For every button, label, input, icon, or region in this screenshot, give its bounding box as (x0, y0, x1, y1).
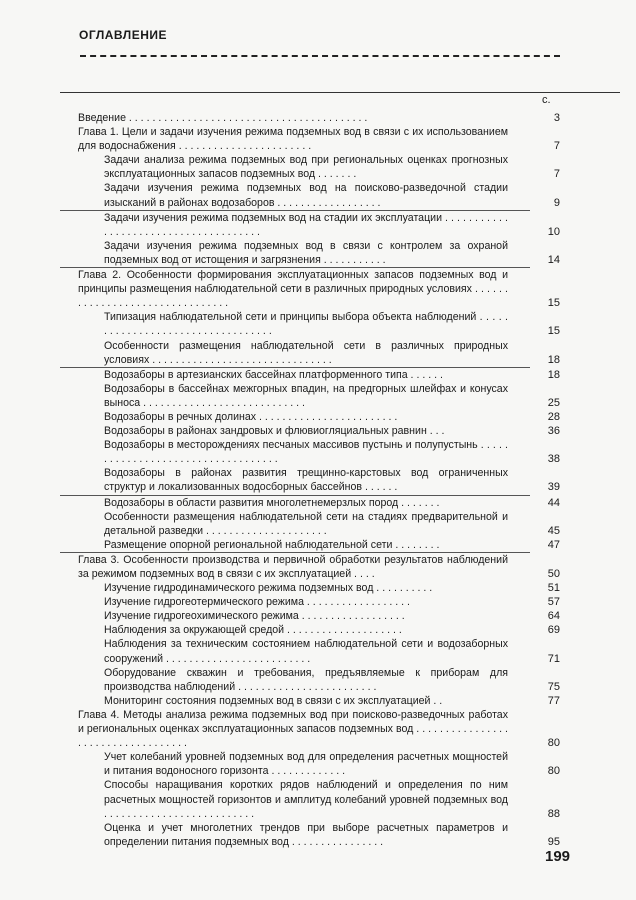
toc-entry-title: Задачи изучения режима подземных вод на стадии их эксплуатации . . . . . . . . . . . . . . . . . . . . . . . . . . . . . . . . . . . . . . (104, 211, 508, 238)
toc-entry-page: 51 (547, 582, 560, 595)
toc-entry-page: 50 (547, 568, 560, 580)
toc-entry (78, 609, 606, 623)
toc-entry-page: 47 (547, 538, 560, 551)
toc-entry-title: Глава 2. Особенности формирования эксплуатационных запасов подземных вод и принципы размещения наблюдательной сети в различных природных условиях . . . . . . . . . . . . . . . . . . . . . . . . . . . . . . . . (78, 269, 508, 310)
toc-entry-title: Оборудование скважин и требования, предъявляемые к приборам для производства наблюдений . . . . . . . . . . . . . . . . . . . . . . . . (104, 666, 508, 693)
toc-entry (78, 750, 606, 778)
toc-entry-title: Особенности размещения наблюдательной сети на стадиях предварительной и детальной разведки . . . . . . . . . . . . . . . . . . . . . (104, 510, 508, 537)
toc-entry (78, 339, 606, 367)
toc-entry-page: 69 (547, 624, 560, 637)
toc-entry (78, 623, 606, 637)
toc-entry (78, 581, 606, 595)
toc-entry (78, 595, 606, 609)
toc-entry-title: Учет колебаний уровней подземных вод для определения расчетных мощностей и питания водоносного горизонта . . . . . . . . . . . . . (104, 751, 508, 778)
toc-entry-title: Особенности размещения наблюдательной сети в различных природных условиях . . . . . . . . . . . . . . . . . . . . . . . . . . . . . . . (104, 339, 508, 366)
toc-entry-page: 39 (547, 481, 560, 494)
toc-entry-page: 95 (547, 835, 560, 848)
toc-entry-page: 7 (553, 140, 560, 153)
toc-entry-page: 80 (547, 765, 560, 778)
toc-entry (78, 153, 606, 181)
toc-entry-page: 36 (547, 425, 560, 438)
toc-entry-title: Типизация наблюдательной сети и принципы выбора объекта наблюдений . . . . . . . . . . . . . . . . . . . . . . . . . . . . . . . . . . (104, 311, 508, 338)
toc-entry (78, 694, 606, 708)
toc-entry-title: Наблюдения за окружающей средой . . . . . . . . . . . . . . . . . . . . (104, 624, 402, 637)
toc-entry (78, 708, 606, 750)
toc-entry-title: Изучение гидродинамического режима подземных вод . . . . . . . . . . (104, 582, 433, 595)
toc-entry-page: 45 (547, 524, 560, 537)
toc-entry-page: 15 (547, 297, 560, 310)
toc-entry-title: Водозаборы в районах развития трещинно-карстовых вод ограниченных структур и локализованных водосборных бассейнов . . . . . . (104, 467, 508, 494)
toc-entry-page: 75 (547, 680, 560, 693)
toc-entry-page: 9 (553, 196, 560, 209)
toc-entry (78, 637, 606, 665)
toc-entry-page: 18 (547, 368, 560, 381)
page-heading: ОГЛАВЛЕНИЕ (79, 28, 168, 42)
toc-entry (78, 778, 606, 820)
toc-entry-title: Задачи изучения режима подземных вод на поисково-разведочной стадии изысканий в районах водозаборов . . . . . . . . . . . . . . . . . . (104, 182, 508, 209)
toc-entry (78, 553, 606, 581)
toc-entry (78, 538, 606, 552)
toc-entry-page: 80 (547, 737, 560, 750)
header-rule (60, 92, 620, 93)
toc-entry-title: Водозаборы в речных долинах . . . . . . . . . . . . . . . . . . . . . . . . (104, 410, 398, 423)
toc-entry-page: 10 (547, 225, 560, 238)
toc-entry-page: 15 (547, 325, 560, 338)
toc-entry (78, 510, 606, 538)
toc-entry-page: 71 (547, 652, 560, 665)
toc-entry (78, 821, 606, 849)
toc-entry (78, 666, 606, 694)
toc-entry (78, 438, 606, 466)
toc-entry-title: Задачи изучения режима подземных вод в связи с контролем за охраной подземных вод от истощения и загрязнения . . . . . . . . . . . (104, 239, 508, 266)
toc-entry-title: Размещение опорной региональной наблюдательной сети . . . . . . . . (104, 538, 440, 551)
toc-entry-page: 7 (553, 168, 560, 181)
toc-entry-title: Изучение гидрогеохимического режима . . . . . . . . . . . . . . . . . . (104, 610, 405, 623)
toc-entry (78, 211, 606, 239)
toc-entry (78, 496, 606, 510)
toc-entry-title: Глава 4. Методы анализа режима подземных вод при поисково-разведочных работах и региональных оценках эксплуатационных запасов подземных вод . . . . . . . . . . . . . . . . . . . . . . . . . . . . . . . . . . . (78, 708, 508, 750)
toc-entry-page: 57 (547, 596, 560, 609)
toc-entry-title: Задачи анализа режима подземных вод при региональных оценках прогнозных эксплуатационных запасов подземных вод . . . . . . . (104, 154, 508, 181)
toc-entry (78, 310, 606, 338)
toc-entry (78, 466, 606, 494)
toc-entry-title: Оценка и учет многолетних трендов при выборе расчетных параметров и определении питания подземных вод . . . . . . . . . . . . . . . . (104, 821, 508, 848)
toc-entry-title: Наблюдения за техническим состоянием наблюдательной сети и водозаборных сооружений . . . . . . . . . . . . . . . . . . . . . . . . . (104, 638, 508, 665)
table-of-contents (78, 111, 606, 849)
toc-entry-title: Введение . . . . . . . . . . . . . . . . . . . . . . . . . . . . . . . . . . . . . . . . . (78, 112, 368, 124)
toc-entry (78, 111, 606, 125)
toc-entry (78, 181, 606, 209)
toc-entry-title: Мониторинг состояния подземных вод в связи с их эксплуатацией . . (104, 694, 443, 707)
toc-entry-title: Глава 1. Цели и задачи изучения режима подземных вод в связи с их использованием для водоснабжения . . . . . . . . . . . . . . . . . . . . . . . (78, 126, 508, 153)
toc-entry-title: Способы наращивания коротких рядов наблюдений и определения по ним расчетных мощностей горизонтов и амплитуд колебаний уровней подземных вод . . . . . . . . . . . . . . . . . . . . . . . . . . (104, 779, 508, 820)
toc-entry-page: 77 (547, 694, 560, 707)
toc-entry-page: 28 (547, 410, 560, 423)
toc-entry (78, 268, 606, 310)
page-number: 199 (545, 848, 571, 865)
toc-entry (78, 382, 606, 410)
toc-entry-title: Глава 3. Особенности производства и первичной обработки результатов наблюдений за режимом подземных вод в связи с их эксплуатацией . . . . (78, 553, 508, 580)
toc-entry-title: Водозаборы в области развития многолетнемерзлых пород . . . . . . . (104, 496, 440, 509)
toc-entry (78, 410, 606, 424)
heading-underline (80, 55, 560, 57)
toc-entry-page: 14 (547, 253, 560, 266)
toc-entry-page: 64 (547, 610, 560, 623)
toc-entry-title: Водозаборы в месторождениях песчаных массивов пустынь и полупустынь . . . . . . . . . . . . . . . . . . . . . . . . . . . . . . . . . . . (104, 439, 508, 466)
toc-entry (78, 424, 606, 438)
toc-entry (78, 239, 606, 267)
toc-entry (78, 368, 606, 382)
toc-entry-page: 18 (547, 353, 560, 366)
toc-entry-title: Изучение гидрогеотермического режима . . . . . . . . . . . . . . . . . . (104, 596, 410, 609)
toc-entry-page: 88 (547, 807, 560, 820)
toc-entry-title: Водозаборы в бассейнах межгорных впадин, на предгорных шлейфах и конусах выноса . . . . . . . . . . . . . . . . . . . . . . . . . . . . (104, 382, 508, 409)
toc-entry-page: 38 (547, 453, 560, 466)
toc-entry-page: 44 (547, 496, 560, 509)
toc-entry-title: Водозаборы в районах зандровых и флювиогляциальных равнин . . . (104, 425, 445, 438)
toc-entry-page: 3 (553, 112, 560, 124)
page-column-label: с. (542, 94, 551, 106)
toc-entry-title: Водозаборы в артезианских бассейнах платформенного типа . . . . . . (104, 368, 443, 381)
toc-entry (78, 125, 606, 153)
toc-entry-page: 25 (547, 396, 560, 409)
